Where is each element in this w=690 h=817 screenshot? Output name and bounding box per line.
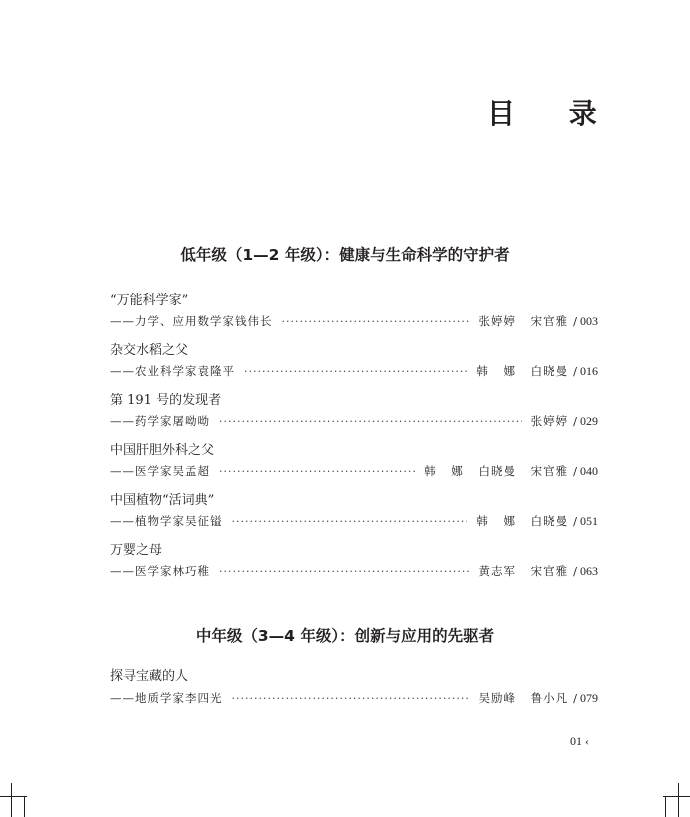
entry-subtitle: ——力学、应用数学家钱伟长 [110,314,273,328]
crop-mark-vertical [678,783,679,817]
page-number: 063 [580,564,598,578]
toc-entry-line[interactable] [110,313,598,329]
page-title: 目 录 [487,97,619,130]
page-number: 079 [580,691,598,705]
dot-leader [219,415,522,428]
entry-authors: 韩 娜 白晓曼 [476,364,569,378]
slash-separator: / [573,514,577,528]
crop-mark-horizontal [0,796,27,797]
page-number: 029 [580,414,598,428]
entry-authors: 韩 娜 白晓曼 [476,514,569,528]
crop-mark-horizontal [663,796,690,797]
dot-leader [219,465,415,478]
dot-leader [219,565,469,578]
entry-authors: 韩 娜 白晓曼 宋官雅 [424,464,569,478]
entry-subtitle: ——地质学家李四光 [110,691,223,705]
dot-leader [282,315,470,328]
folio-page-number: 01 ‹ [570,734,589,748]
slash-separator: / [573,464,577,478]
dot-leader [232,515,468,528]
entry-authors: 黄志军 宋官雅 [478,564,569,578]
entry-authors: 张婷婷 宋官雅 [478,314,569,328]
entry-title: 第 191 号的发现者 [110,393,222,408]
entry-subtitle: ——农业科学家袁隆平 [110,364,235,378]
toc-entry-line[interactable] [110,563,598,579]
entry-authors: 张婷婷 [530,414,569,428]
toc-entry-line[interactable] [110,463,598,479]
toc-entry-line[interactable] [110,513,598,529]
toc-entry-line[interactable] [110,413,598,429]
entry-subtitle: ——植物学家吴征镒 [110,514,223,528]
dot-leader [244,365,467,378]
slash-separator: / [573,414,577,428]
crop-mark-vertical [24,796,25,817]
toc-entry-line[interactable] [110,363,598,379]
dot-leader [232,692,470,705]
section-heading-middle-grades: 中年级（3—4 年级）：创新与应用的先驱者 [195,627,495,645]
crop-mark-vertical [665,796,666,817]
page-number: 040 [580,464,598,478]
toc-entry-line[interactable] [110,690,598,706]
entry-subtitle: ——医学家林巧稚 [110,564,210,578]
crop-mark-vertical [11,783,12,817]
entry-subtitle: ——医学家吴孟超 [110,464,210,478]
entry-title: 探寻宝藏的人 [110,669,189,684]
entry-title: “万能科学家” [110,293,189,308]
section-heading-lower-grades: 低年级（1—2 年级）：健康与生命科学的守护者 [180,246,510,264]
slash-separator: / [573,364,577,378]
slash-separator: / [573,691,577,705]
entry-title: 中国植物“活词典” [110,493,215,508]
slash-separator: / [573,564,577,578]
entry-title: 万婴之母 [110,543,163,558]
entry-title: 中国肝胆外科之父 [110,443,215,458]
entry-subtitle: ——药学家屠呦呦 [110,414,210,428]
page-number: 003 [580,314,598,328]
entry-title: 杂交水稻之父 [110,343,189,358]
page-number: 051 [580,514,598,528]
slash-separator: / [573,314,577,328]
entry-authors: 吴励峰 鲁小凡 [478,691,569,705]
page-number: 016 [580,364,598,378]
